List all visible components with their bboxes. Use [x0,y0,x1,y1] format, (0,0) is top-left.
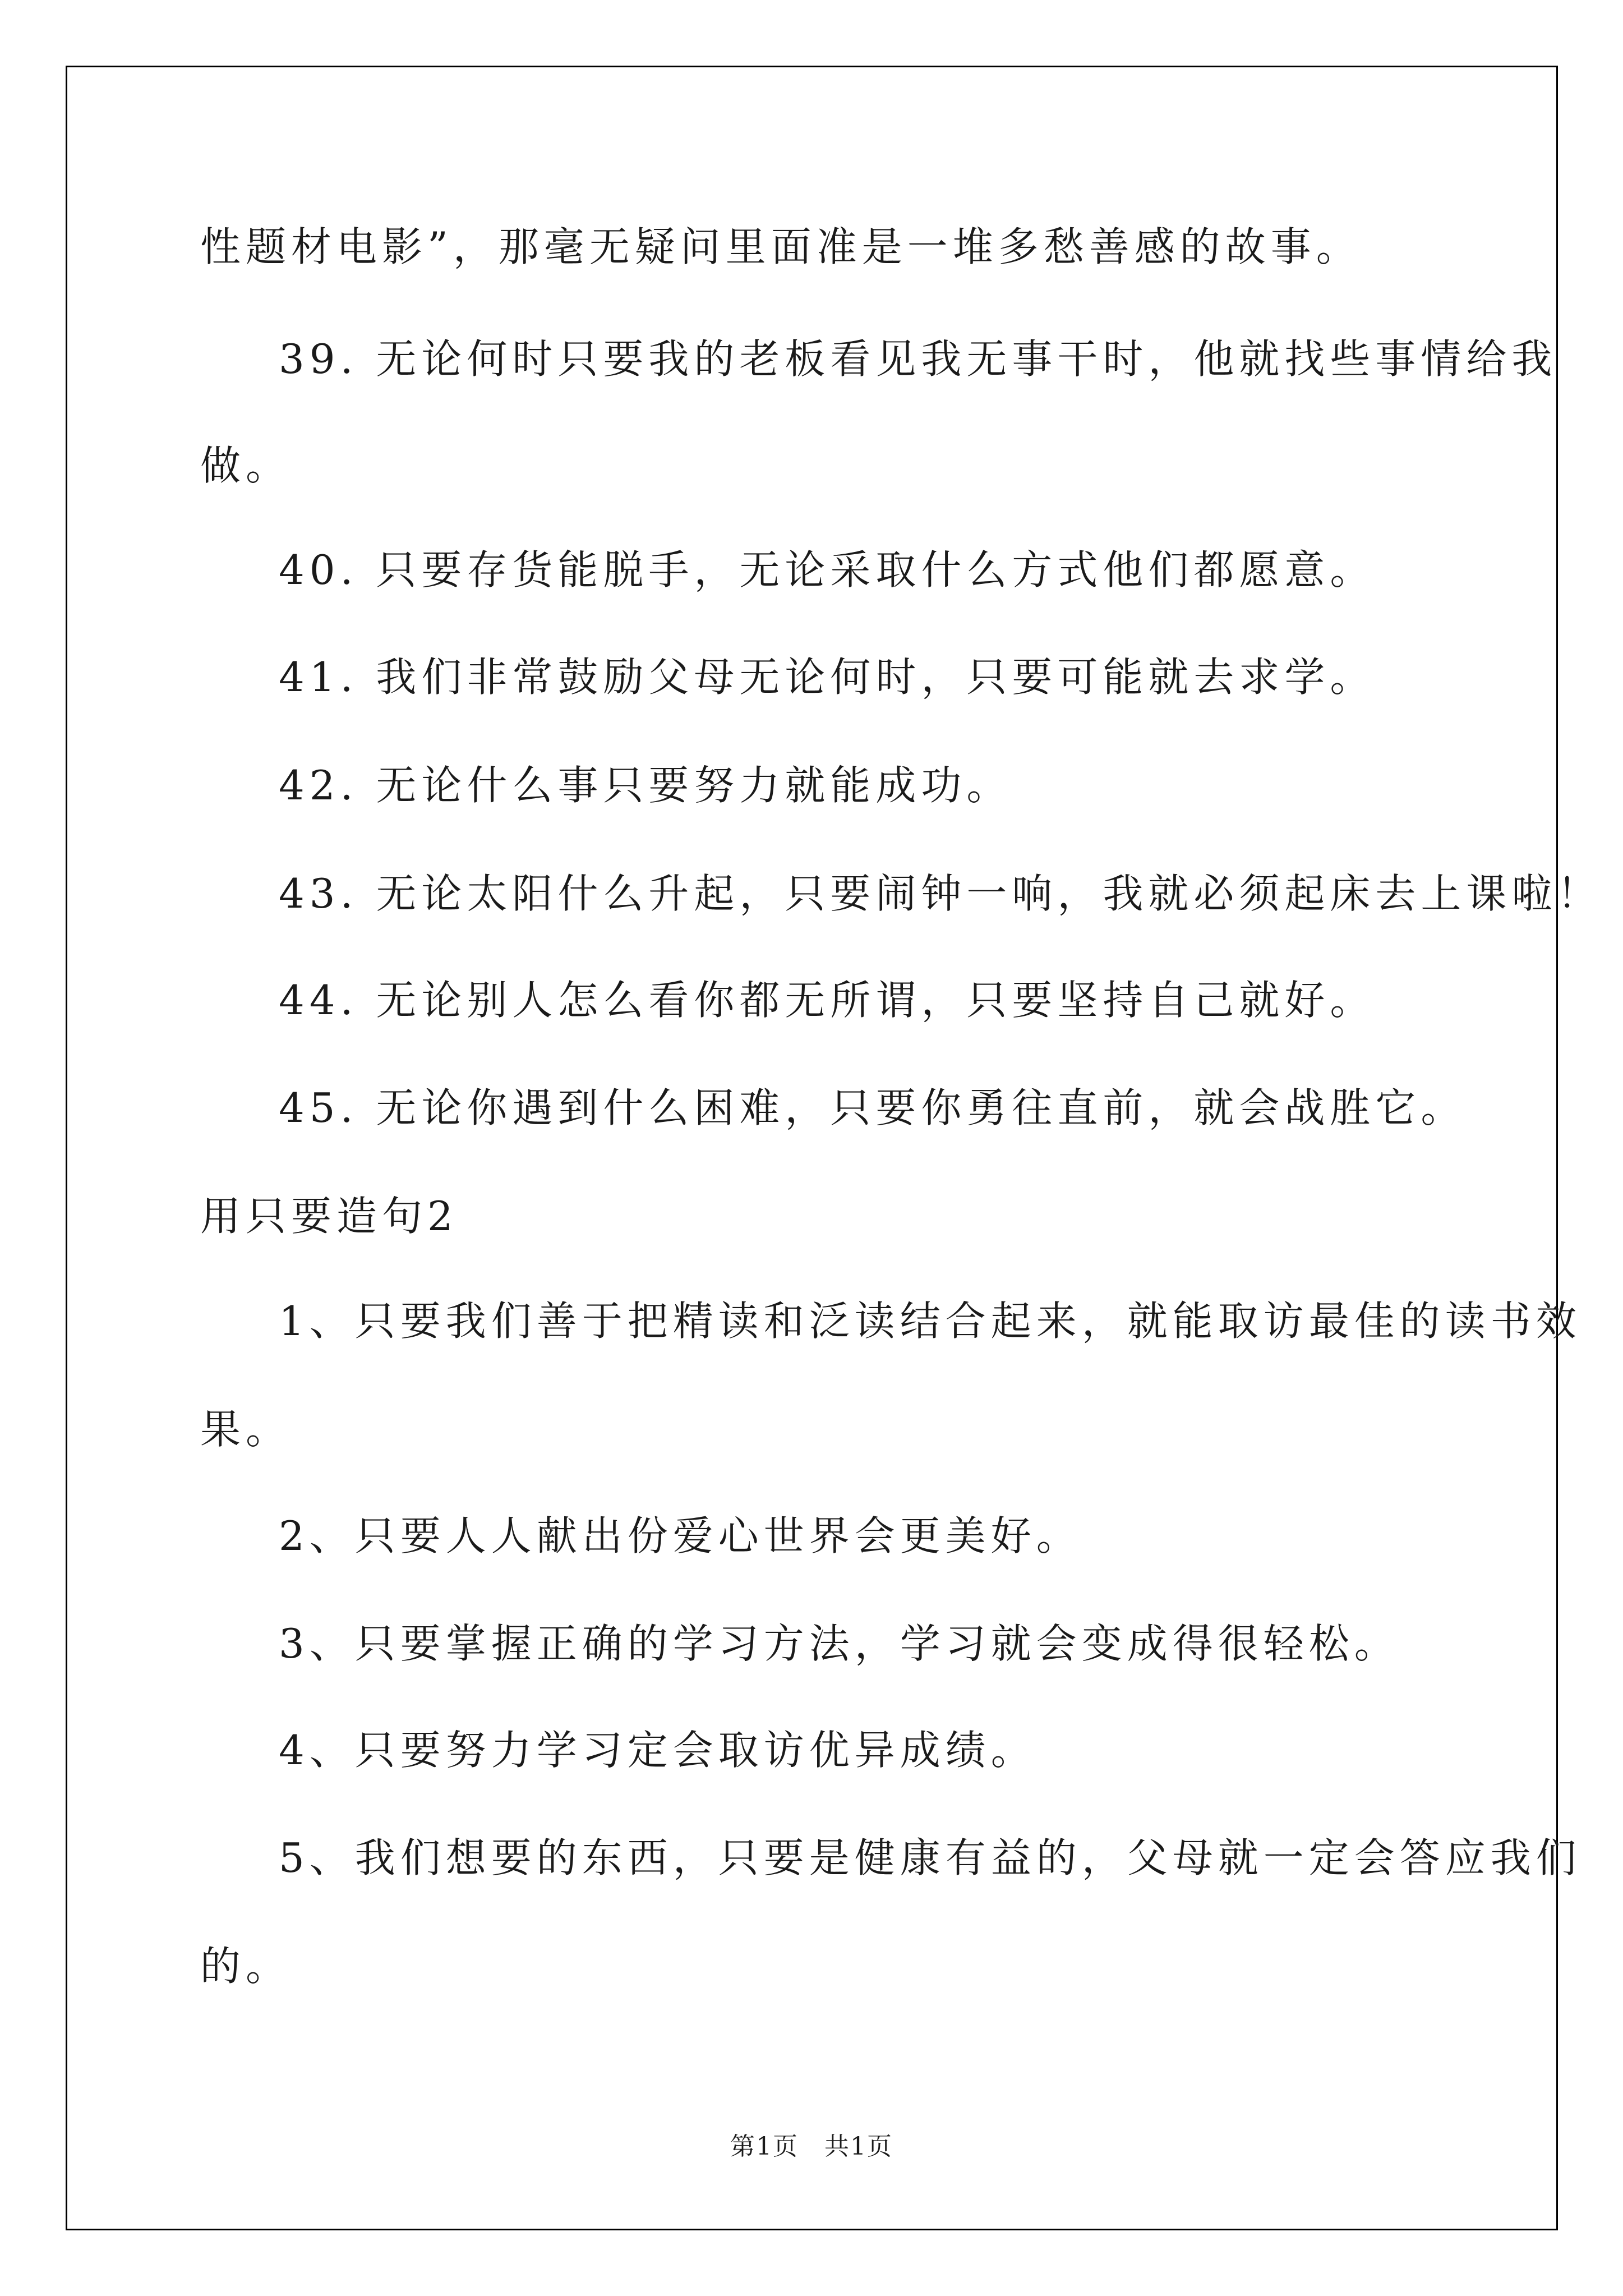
paragraph-line: 45. 无论你遇到什么困难，只要你勇往直前，就会战胜它。 [279,1084,1467,1131]
paragraph-line: 4、只要努力学习定会取访优异成绩。 [279,1727,1036,1774]
paragraph-line: 2、只要人人献出份爱心世界会更美好。 [279,1512,1082,1559]
paragraph-line: 的。 [200,1943,292,1990]
paragraph-line: 性题材电影”，那毫无疑问里面准是一堆多愁善感的故事。 [200,223,1362,270]
paragraph-line: 果。 [200,1406,292,1453]
paragraph-line: 44. 无论别人怎么看你都无所谓，只要坚持自己就好。 [279,977,1376,1024]
paragraph-line: 43. 无论太阳什么升起，只要闹钟一响，我就必须起床去上课啦！ [279,870,1603,917]
paragraph-line: 39. 无论何时只要我的老板看见我无事干时，他就找些事情给我 [279,335,1557,383]
paragraph-line: 40. 只要存货能脱手，无论采取什么方式他们都愿意。 [279,546,1376,593]
paragraph-line: 5、我们想要的东西，只要是健康有益的，父母就一定会答应我们 [279,1834,1581,1881]
paragraph-line: 42. 无论什么事只要努力就能成功。 [279,762,1012,809]
section-heading: 用只要造句2 [200,1193,458,1240]
paragraph-line: 做。 [200,442,292,489]
paragraph-line: 41. 我们非常鼓励父母无论何时，只要可能就去求学。 [279,654,1376,701]
page-footer: 第1页 共1页 [730,2132,893,2161]
page-border [66,66,1558,2230]
paragraph-line: 3、只要掌握正确的学习方法，学习就会变成得很轻松。 [279,1620,1400,1667]
paragraph-line: 1、只要我们善于把精读和泛读结合起来，就能取访最佳的读书效 [279,1297,1581,1345]
